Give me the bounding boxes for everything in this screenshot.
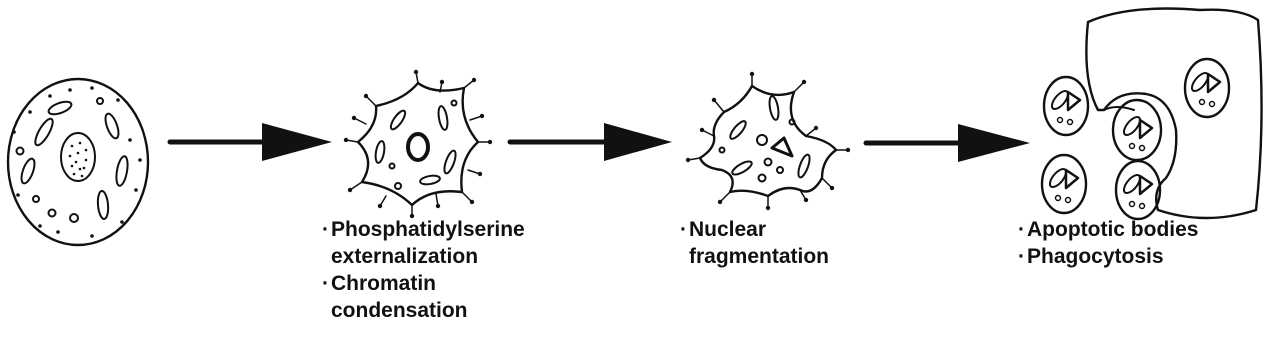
stage2-labels <box>322 216 525 324</box>
arrow-1 <box>170 123 332 161</box>
phagocyte-with-bodies <box>1042 9 1262 220</box>
engulfed-body <box>1113 100 1161 160</box>
normal-cell <box>8 79 148 245</box>
nuclear-fragments <box>757 135 792 182</box>
apoptotic-body-bottom-right <box>1116 161 1160 219</box>
arrow-3 <box>866 124 1030 162</box>
phagocyte <box>1086 9 1261 219</box>
early-apoptotic-cell <box>344 70 492 218</box>
stage3-labels <box>680 216 829 270</box>
label-phagocytosis: ·Phagocytosis <box>1018 245 1164 268</box>
label-ps-externalization-line2: externalization <box>331 245 479 268</box>
arrow-2 <box>510 123 672 161</box>
apoptotic-body-top-left <box>1044 77 1088 135</box>
normal-cell-nucleus <box>61 133 95 181</box>
label-chromatin-condensation-line1: ·Chromatin <box>322 272 436 295</box>
fragmenting-cell <box>686 72 850 210</box>
label-apoptotic-bodies: ·Apoptotic bodies <box>1018 218 1199 241</box>
internalized-body <box>1185 59 1229 117</box>
label-ps-externalization-line1: ·Phosphatidylserine <box>322 218 525 241</box>
normal-cell-organelles <box>17 98 130 222</box>
label-nuclear-fragmentation-line2: fragmentation <box>689 245 830 268</box>
condensed-chromatin <box>408 134 428 160</box>
stage4-labels <box>1018 216 1199 270</box>
apoptotic-body-bottom-left <box>1042 155 1086 213</box>
label-chromatin-condensation-line2: condensation <box>331 299 468 322</box>
label-nuclear-fragmentation-line1: ·Nuclear <box>680 218 767 241</box>
